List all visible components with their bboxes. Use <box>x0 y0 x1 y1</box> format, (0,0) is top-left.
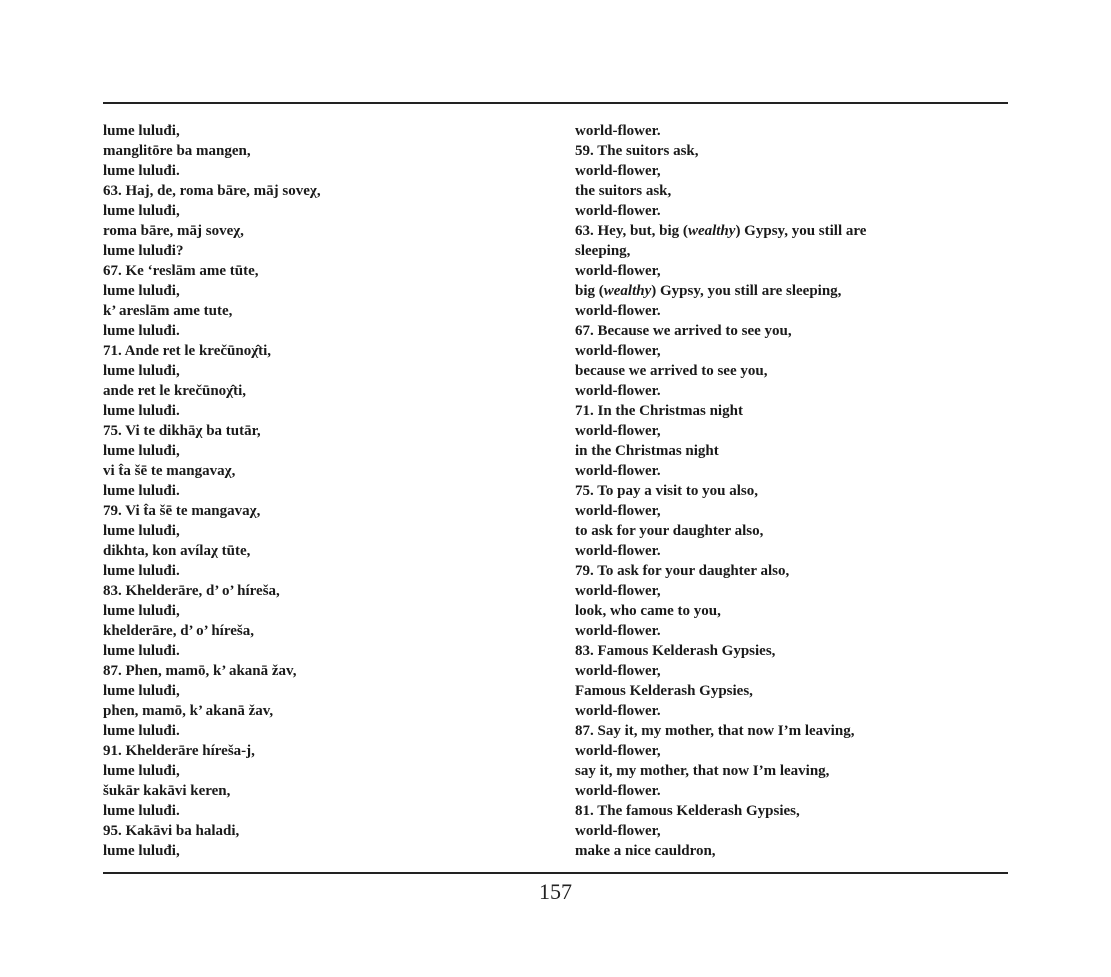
translation-text: world-flower, <box>575 743 661 759</box>
verse-line: lume luluđi, <box>103 763 180 779</box>
translation-line <box>575 401 866 421</box>
translation-line <box>575 681 866 701</box>
verse-line: lume luluđi. <box>103 723 180 739</box>
translation-text: world-flower, <box>575 823 661 839</box>
translation-text: to ask for your daughter also, <box>575 523 764 539</box>
translation-text: make a nice cauldron, <box>575 843 716 859</box>
verse-line: lume luluđi. <box>103 323 180 339</box>
translation-line <box>575 821 866 841</box>
translation-line <box>575 341 866 361</box>
translation-line <box>575 421 866 441</box>
translation-text: 67. Because we arrived to see you, <box>575 323 792 339</box>
translation-line <box>575 601 866 621</box>
translation-line <box>575 781 866 801</box>
translation-text: world-flower. <box>575 703 661 719</box>
verse-line: 83. Khelderāre, d’ o’ híreša, <box>103 583 280 599</box>
translation-text: world-flower. <box>575 123 661 139</box>
translation-text: 83. Famous Kelderash Gypsies, <box>575 643 776 659</box>
translation-line <box>575 521 866 541</box>
translation-line <box>575 181 866 201</box>
verse-line: lume luluđi, <box>103 283 180 299</box>
verse-line: šukār kakāvi keren, <box>103 783 231 799</box>
verse-line: 95. Kakāvi ba haladi, <box>103 823 240 839</box>
translation-line <box>575 461 866 481</box>
verse-line: ande ret le krečūnoχ̂ti, <box>103 383 247 399</box>
translation-text: world-flower. <box>575 783 661 799</box>
verse-line: 79. Vi t̂a šē te mangavaχ, <box>103 503 261 519</box>
verse-line: 75. Vi te dikhāχ ba tutār, <box>103 423 261 439</box>
translation-text: in the Christmas night <box>575 443 719 459</box>
verse-line: lume luluđi, <box>103 683 180 699</box>
italic-gloss: wealthy <box>603 283 652 299</box>
translation-text: world-flower, <box>575 583 661 599</box>
translation-text: look, who came to you, <box>575 603 721 619</box>
translation-text: world-flower, <box>575 343 661 359</box>
translation-line <box>575 641 866 661</box>
verse-line: lume luluđi. <box>103 403 180 419</box>
verse-line: 87. Phen, mamō, k’ akanā žav, <box>103 663 297 679</box>
translation-text: sleeping, <box>575 243 631 259</box>
translation-line <box>575 561 866 581</box>
translation-line <box>575 661 866 681</box>
translation-text: world-flower, <box>575 503 661 519</box>
verse-line: phen, mamō, k’ akanā žav, <box>103 703 274 719</box>
translation-text: world-flower. <box>575 203 661 219</box>
page-number: 157 <box>539 879 572 904</box>
italic-gloss: wealthy <box>687 223 736 239</box>
translation-text: the suitors ask, <box>575 183 672 199</box>
translation-line <box>575 541 866 561</box>
translation-text: 87. Say it, my mother, that now I’m leaving, <box>575 723 855 739</box>
translation-line <box>575 501 866 521</box>
translation-text: 75. To pay a visit to you also, <box>575 483 758 499</box>
translation-text: world-flower, <box>575 163 661 179</box>
translation-line <box>575 321 866 341</box>
verse-line: lume luluđi, <box>103 603 180 619</box>
top-rule <box>103 102 1008 104</box>
translation-line <box>575 801 866 821</box>
translation-line <box>575 721 866 741</box>
translation-line <box>575 441 866 461</box>
translation-line <box>575 281 866 301</box>
translation-line <box>575 301 866 321</box>
verse-line: lume luluđi, <box>103 843 180 859</box>
translation-text: ) Gypsy, you still are <box>735 223 867 239</box>
translation-text: because we arrived to see you, <box>575 363 768 379</box>
verse-line: manglitōre ba mangen, <box>103 143 251 159</box>
translation-text: 81. The famous Kelderash Gypsies, <box>575 803 800 819</box>
translation-text: world-flower. <box>575 623 661 639</box>
translation-line <box>575 621 866 641</box>
translation-text: world-flower. <box>575 383 661 399</box>
verse-line: lume luluđi. <box>103 643 180 659</box>
translation-line <box>575 221 866 241</box>
translation-line <box>575 241 866 261</box>
translation-text: 71. In the Christmas night <box>575 403 743 419</box>
verse-line: khelderāre, d’ o’ híreša, <box>103 623 254 639</box>
verse-line: lume luluđi. <box>103 483 180 499</box>
translation-text: world-flower. <box>575 463 661 479</box>
verse-line: lume luluđi, <box>103 363 180 379</box>
translation-text: world-flower, <box>575 263 661 279</box>
verse-line: 71. Ande ret le krečūnoχ̂ti, <box>103 343 272 359</box>
romani-verse-column <box>103 121 321 861</box>
translation-text: ) Gypsy, you still are sleeping, <box>651 283 842 299</box>
translation-text: Famous Kelderash Gypsies, <box>575 683 753 699</box>
verse-line: lume luluđi? <box>103 243 184 259</box>
verse-line: lume luluđi. <box>103 563 180 579</box>
translation-line <box>575 361 866 381</box>
translation-line <box>575 261 866 281</box>
verse-line: 67. Ke ‘reslām ame tūte, <box>103 263 259 279</box>
translation-text: say it, my mother, that now I’m leaving, <box>575 763 830 779</box>
bottom-rule <box>103 872 1008 874</box>
translation-text: world-flower, <box>575 663 661 679</box>
translation-text: 79. To ask for your daughter also, <box>575 563 790 579</box>
translation-line <box>575 201 866 221</box>
verse-line: lume luluđi. <box>103 163 180 179</box>
verse-line: vi t̂a šē te mangavaχ, <box>103 463 236 479</box>
verse-line: roma bāre, māj soveχ, <box>103 223 244 239</box>
translation-line <box>575 701 866 721</box>
verse-line: lume luluđi, <box>103 523 180 539</box>
english-translation-column <box>575 121 866 861</box>
translation-line <box>575 741 866 761</box>
translation-line <box>575 381 866 401</box>
translation-line <box>575 141 866 161</box>
verse-line: dikhta, kon avílaχ tūte, <box>103 543 251 559</box>
verse-line: lume luluđi, <box>103 443 180 459</box>
translation-line <box>575 121 866 141</box>
translation-text: world-flower. <box>575 303 661 319</box>
verse-line: lume luluđi, <box>103 123 180 139</box>
translation-text: 59. The suitors ask, <box>575 143 699 159</box>
translation-text: 63. Hey, but, big ( <box>575 223 688 239</box>
verse-line: 63. Haj, de, roma bāre, māj soveχ, <box>103 183 321 199</box>
verse-line: lume luluđi, <box>103 203 180 219</box>
verse-line: 91. Khelderāre híreša-j, <box>103 743 255 759</box>
translation-text: world-flower, <box>575 423 661 439</box>
translation-text: world-flower. <box>575 543 661 559</box>
translation-line <box>575 581 866 601</box>
translation-line <box>575 761 866 781</box>
translation-text: big ( <box>575 283 604 299</box>
verse-line: k’ areslām ame tute, <box>103 303 233 319</box>
verse-line: lume luluđi. <box>103 803 180 819</box>
translation-line <box>575 481 866 501</box>
translation-line <box>575 841 866 861</box>
translation-line <box>575 161 866 181</box>
